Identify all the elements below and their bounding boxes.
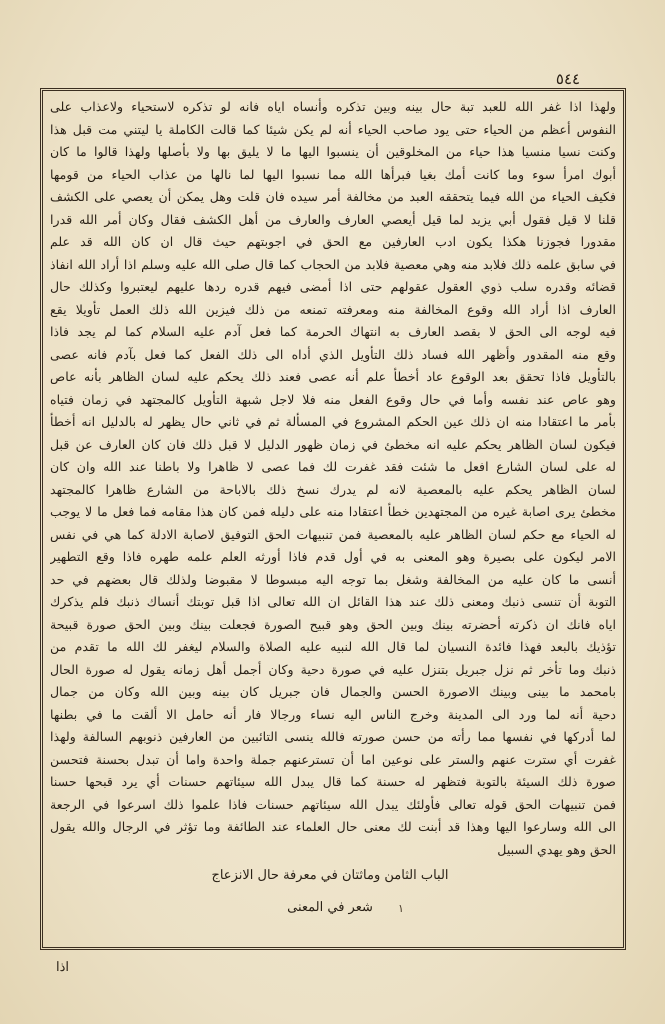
text-line: غفرت أي سترت عنهم والستر على نوعين اما أن تسترعنهم جملة واحدة واما أن تبدل بحسنة فتحسن	[50, 751, 616, 767]
text-line: العارف اذا أراد الله وقوع المخالفة منه ومعرفته تمنعه من ذلك فيزين الله ذلك العمل تأويلا يقع	[50, 301, 616, 317]
text-line: له الحياء مع حكم لسان الظاهر عليه بالمعصية فمن تنبيهات الحق التوفيق لاصابة الادلة كما هي في نفس	[50, 526, 616, 542]
text-line: مخطئ يرى اصابة غيره من المجتهدين خطأ اعتقادا منه على دليله فمن كان هذا مقامه فما فعل ما لا يوجب	[50, 504, 616, 519]
text-line: دحية أنه لما ورد الى المدينة وخرج الناس اليه نساء ورجالا فار أنه حامل الا ألقت ما في بطنها	[50, 706, 616, 722]
text-line: النفوس أعظم من الحياء حتى يود صاحب الحياء أنه لم يكن شيئا كما قالت الكاملة يا ليتني مت قبل هذا	[50, 121, 616, 137]
text-line: فمن تنبيهات الحق قوله تعالى فأولئك يبدل الله سيئاتهم حسنات فاذا علموا ذلك اسرعوا في الرجعة	[50, 796, 616, 812]
text-line: له على لسان الشارع افعل ما شئت فقد غفرت لك فما عصى لا ظاهرا ولا باطنا عند الله وان كان	[50, 459, 616, 474]
text-line: الامر ليكون على بصيرة وهو المعنى به في أول قدم فاذا أورثه العلم علمه طهره فاذا وقع التطهير	[50, 549, 616, 564]
text-line: أنسى ما كان عليه من المخالفة وشغل بما توجه اليه مبسوطا لا مقبوضا ولذلك قال بعضهم في حد	[50, 571, 616, 587]
text-line: وهو عاص عند نفسه وأما في حال وقوع الفعل منه فلا لاجل شبهة التأويل كالمجتهد في زمان فتياه	[50, 391, 616, 407]
chapter-title: الباب الثامن وماثتان في معرفة حال الانزعاج	[211, 868, 449, 883]
text-line: بالتأويل فاذا تحقق بعد الوقوع عاد أخطأ علم أنه عصى فعند ذلك يحكم عليه لسان الظاهر بأنه عاص	[50, 369, 616, 384]
text-line: وقع منه المقدور وأظهر الله فساد ذلك التأويل الذي أداه الى ذلك الفعل كما فعل بآدم فانه عصى	[50, 346, 616, 362]
text-line: اياه فانك ان ذكرته أحضرته بينك وبين الحق وهو قبيح الصورة فجعلت بينك وبين الحق صورة قبيحة	[50, 616, 616, 632]
text-line: الى الله وسارعوا اليها وهذا قد أبنت لك معنى حال العلماء عند الطائفة وما تؤثر في الرجال والله يقول	[50, 819, 616, 834]
catchword: اذا	[56, 960, 70, 975]
text-line: فكيف الحياء من الله فيما يتحققه العبد من مخالفة أمر سيده فان قلت وهل يمكن أن يعصي على الكشف	[50, 189, 616, 204]
text-line: التوبة أن تنسى ذنبك ومعنى ذلك عند هذا القائل ان الله تعالى اذا قبل توبتك أنساك ذنبك فلم يذكرك	[50, 594, 616, 609]
page-number: ٥٤٤	[555, 70, 581, 88]
text-line: ذنبك وما تأخر ثم نزل جبريل بتنزل عليه في صورة دحية وكان أجمل أهل زمانه يقول له صورة الحال	[50, 661, 616, 677]
text-line: أبوك امرأ سوء وما كانت أمك بغيا فبرأها الله مما نسبوا اليها لما نالها من عذاب الحياء من قومها	[50, 166, 616, 182]
text-line: الحق وهو يهدي السبيل	[497, 841, 616, 857]
text-line: تؤذيك بالبعد فهذا فائدة النسيان لما قال الله لنبيه عليه الصلاة والسلام ليغفر لك الله ما تقدم من	[50, 639, 616, 654]
text-line: مقدورا فجوزنا هكذا يكون ادب العارفين مع الحق في اجوبتهم حيث قال ان كان الله قد علم	[50, 234, 616, 249]
text-line: لسان الظاهر يحكم عليه بالمعصية لانه لم يدرك نسخ ذلك بالاباحة من الشارع ظاهرا كالمجتهد	[50, 481, 616, 497]
text-line: فيكون لسان الظاهر يحكم عليه انه مخطئ في زمان ظهور الدليل لا قبل ذلك فان كان العارف عن قبل	[50, 436, 616, 452]
text-line: ولهذا اذا غفر الله للعبد تبة حال بينه وبين تذكره وأنساه اياه فانه لو تذكره لاستحياء ولاعذاب على	[50, 99, 616, 114]
text-line: في سابق علمه ذلك فلابد منه وهي معصية فلابد من الحجاب كما قال صلى الله عليه وسلم اذا أراد الله انفاذ	[50, 256, 616, 272]
text-line: وكنت نسيا منسيا هذا حياء من المخلوقين أن ينسبوا اليها ما لا يليق بها ولا بأصلها ولهذا قالوا ما كان	[50, 144, 616, 159]
poem-subtitle: شعر في المعنى	[287, 900, 373, 915]
body-text	[50, 96, 616, 886]
text-line: فيه لوجه الى الحق لا بقصد العارف به انتهاك الحرمة كما فعل آدم عليه السلام كما لم يجد فاذا	[50, 324, 616, 339]
text-line: صورة ذلك السيئة بالتوبة فتظهر له حسنة كما قال يبدل الله سيئاتهم حسنات أي يرد قبحها حسنا	[50, 774, 616, 789]
ink-mark: ١	[398, 902, 404, 915]
text-line: بأمر ما اعتقادا منه ان ذلك عين الحكم المشروع في المسألة ثم في ثاني حال يظهر له بالدليل انه أخطأ	[50, 414, 616, 429]
text-line: قضائه وقدره سلب ذوي العقول عقولهم حتى اذا أمضى فيهم قدره ردها عليهم ليعتبروا وكذلك حال	[50, 279, 616, 294]
text-line: قلنا لا قيل فقول أبي يزيد لما قيل أيعصي العارف والعارف من أهل الكشف فقال وكان أمر الله قدرا	[50, 211, 616, 227]
text-line: لما أدركها في نفسها مما رأته من حسن صورته فالله ينسى التائبين من العارفين ذنوبهم السالفة ولهذا	[50, 729, 616, 744]
text-line: بامحمد ما بينى وبينك الاصورة الحسن والجمال فان جبريل كان بينه وبين الله وكان من جمال	[50, 684, 616, 699]
